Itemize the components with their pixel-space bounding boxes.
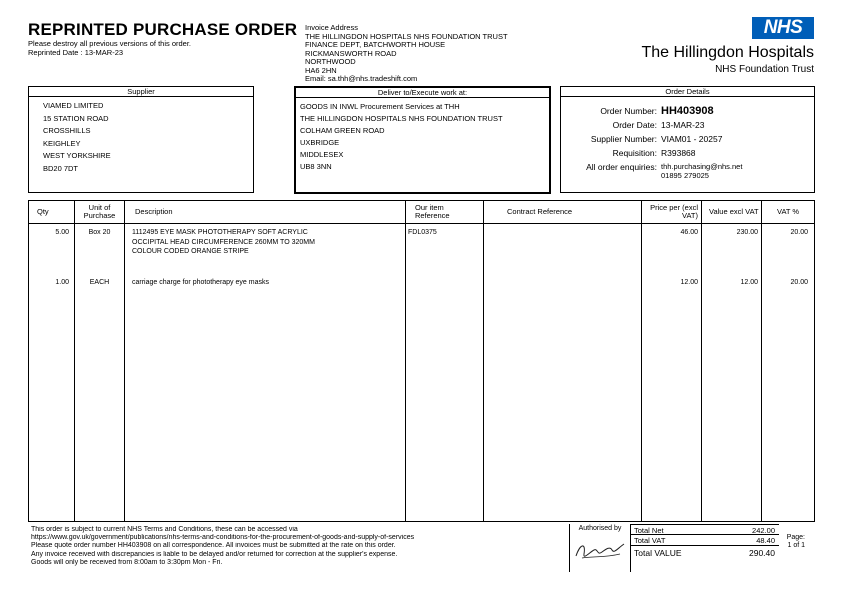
order-date: 13-MAR-23 (661, 120, 705, 130)
invoice-address-line: FINANCE DEPT, BATCHWORTH HOUSE (305, 40, 446, 49)
header-description: Description (135, 207, 173, 216)
page-label: Page: (786, 534, 805, 541)
terms-line: Any invoice received with discrepancies is liable to be delayed and/or returned for correction at the supplier's expense. (31, 550, 398, 558)
row-qty: 1.00 (55, 279, 69, 286)
row-item-ref: FDL0375 (408, 229, 437, 236)
order-lines-table (28, 200, 815, 522)
row-price: 46.00 (680, 229, 698, 236)
row-price: 12.00 (680, 279, 698, 286)
supplier-line: BD20 7DT (43, 163, 79, 173)
supplier-label: Supplier (29, 87, 253, 97)
supplier-line: VIAMED LIMITED (43, 101, 104, 110)
supplier-number: VIAM01 - 20257 (661, 134, 723, 144)
total-value: 290.40 (749, 548, 775, 558)
supplier-line: 15 STATION ROAD (43, 113, 109, 123)
row-unit: Box 20 (88, 229, 111, 236)
header-unit: Unit of Purchase (83, 203, 116, 220)
page-indicator (787, 534, 805, 550)
enquiries-phone: 01895 279025 (661, 171, 709, 180)
terms-line: Please quote order number HH403908 on all correspondence. All invoices must be submitted at the rate on this order. (31, 542, 396, 550)
supplier-box (28, 86, 254, 193)
deliver-line: GOODS IN INWL Procurement Services at THH (300, 102, 460, 111)
supplier-number-row (561, 132, 814, 146)
enquiries-label: All order enquiries: (586, 162, 657, 172)
invoice-address-line: HA6 2HN (305, 65, 337, 75)
order-number-label: Order Number: (600, 106, 657, 116)
supplier-line: CROSSHILLS (43, 126, 91, 135)
header-price: Price per (excl VAT) (650, 203, 698, 220)
nhs-logo: NHS (752, 17, 814, 39)
invoice-address-line: THE HILLINGDON HOSPITALS NHS FOUNDATION TRUST (305, 31, 508, 41)
row-unit: EACH (89, 279, 110, 286)
supplier-line: WEST YORKSHIRE (43, 151, 111, 160)
row-description (132, 228, 315, 257)
row-description (132, 278, 269, 288)
terms-line: This order is subject to current NHS Terms and Conditions, these can be accessed via (31, 526, 298, 533)
row-value: 230.00 (736, 229, 758, 236)
invoice-address-label: Invoice Address (305, 23, 358, 32)
deliver-line: THE HILLINGDON HOSPITALS NHS FOUNDATION TRUST (300, 114, 503, 123)
order-date-row (561, 118, 814, 132)
enquiries-contact (661, 162, 742, 180)
invoice-address (305, 24, 565, 84)
total-value-label: Total VALUE (634, 548, 682, 558)
enquiries-email[interactable]: thh.purchasing@nhs.net (661, 162, 743, 171)
header-value: Value excl VAT (709, 207, 759, 216)
order-date-label: Order Date: (612, 120, 657, 130)
deliver-line: COLHAM GREEN ROAD (300, 126, 385, 135)
header-vat: VAT % (777, 207, 800, 216)
row-vat: 20.00 (790, 279, 808, 286)
reprinted-date: Reprinted Date : 13-MAR-23 (28, 47, 124, 57)
supplier-number-label: Supplier Number: (590, 134, 657, 144)
order-details-box (560, 86, 815, 193)
signature-image (570, 532, 630, 566)
order-number: HH403908 (661, 105, 714, 117)
deliver-to-address (296, 98, 549, 173)
supplier-line: KEIGHLEY (43, 138, 81, 148)
description-line: OCCIPITAL HEAD CIRCUMFERENCE 260MM TO 320MM (132, 238, 315, 246)
reprint-notice (28, 40, 191, 57)
requisition-number: R393868 (661, 148, 696, 158)
enquiries-row (561, 162, 814, 180)
total-vat-label: Total VAT (634, 536, 666, 545)
destroy-notice: Please destroy all previous versions of this order. (28, 39, 191, 48)
row-vat: 20.00 (790, 229, 808, 236)
deliver-to-box (294, 86, 551, 194)
trust-name: NHS Foundation Trust (715, 64, 814, 75)
deliver-line: UXBRIDGE (300, 138, 340, 147)
requisition-label: Requisition: (612, 148, 657, 158)
order-footer (28, 524, 815, 572)
invoice-address-email: Email: sa.thh@nhs.tradeshift.com (305, 74, 418, 83)
authorisation-box (569, 524, 631, 572)
description-line: 1112495 EYE MASK PHOTOTHERAPY SOFT ACRYLIC (132, 229, 308, 236)
totals-box (631, 524, 779, 560)
header-contract-ref: Contract Reference (507, 207, 573, 216)
total-value-row (631, 546, 779, 560)
deliver-line: MIDDLESEX (300, 150, 344, 159)
header-qty: Qty (37, 207, 49, 216)
hospital-name: The Hillingdon Hospitals (641, 44, 814, 61)
deliver-to-label: Deliver to/Execute work at: (296, 88, 549, 98)
order-details-label: Order Details (561, 87, 814, 97)
total-net-label: Total Net (634, 526, 664, 535)
invoice-address-line: RICKMANSWORTH ROAD (305, 48, 397, 58)
header-item-ref: Our item Reference (415, 203, 450, 220)
invoice-address-line: NORTHWOOD (305, 57, 356, 66)
row-value: 12.00 (740, 279, 758, 286)
authorised-by-label: Authorised by (578, 525, 622, 532)
deliver-line: UB8 3NN (300, 162, 332, 171)
total-vat: 48.40 (756, 536, 775, 545)
total-net-row (631, 524, 779, 535)
terms-line: Goods will only be received from 8:00am to 3:30pm Mon - Fri. (31, 558, 223, 566)
supplier-address (29, 97, 253, 175)
total-net: 242.00 (752, 526, 775, 535)
requisition-row (561, 146, 814, 160)
page-number: 1 of 1 (787, 542, 805, 549)
terms-text (28, 524, 568, 567)
description-line: carriage charge for phototherapy eye masks (132, 279, 269, 286)
description-line: COLOUR CODED ORANGE STRIPE (132, 248, 249, 255)
row-qty: 5.00 (55, 229, 69, 236)
terms-url[interactable]: https://www.gov.uk/government/publications/nhs-terms-and-conditions-for-the-procurement-of-goods-and-supply-of-services (31, 534, 415, 542)
order-number-row (561, 104, 814, 118)
document-title: REPRINTED PURCHASE ORDER (28, 20, 298, 39)
total-vat-row (631, 535, 779, 546)
